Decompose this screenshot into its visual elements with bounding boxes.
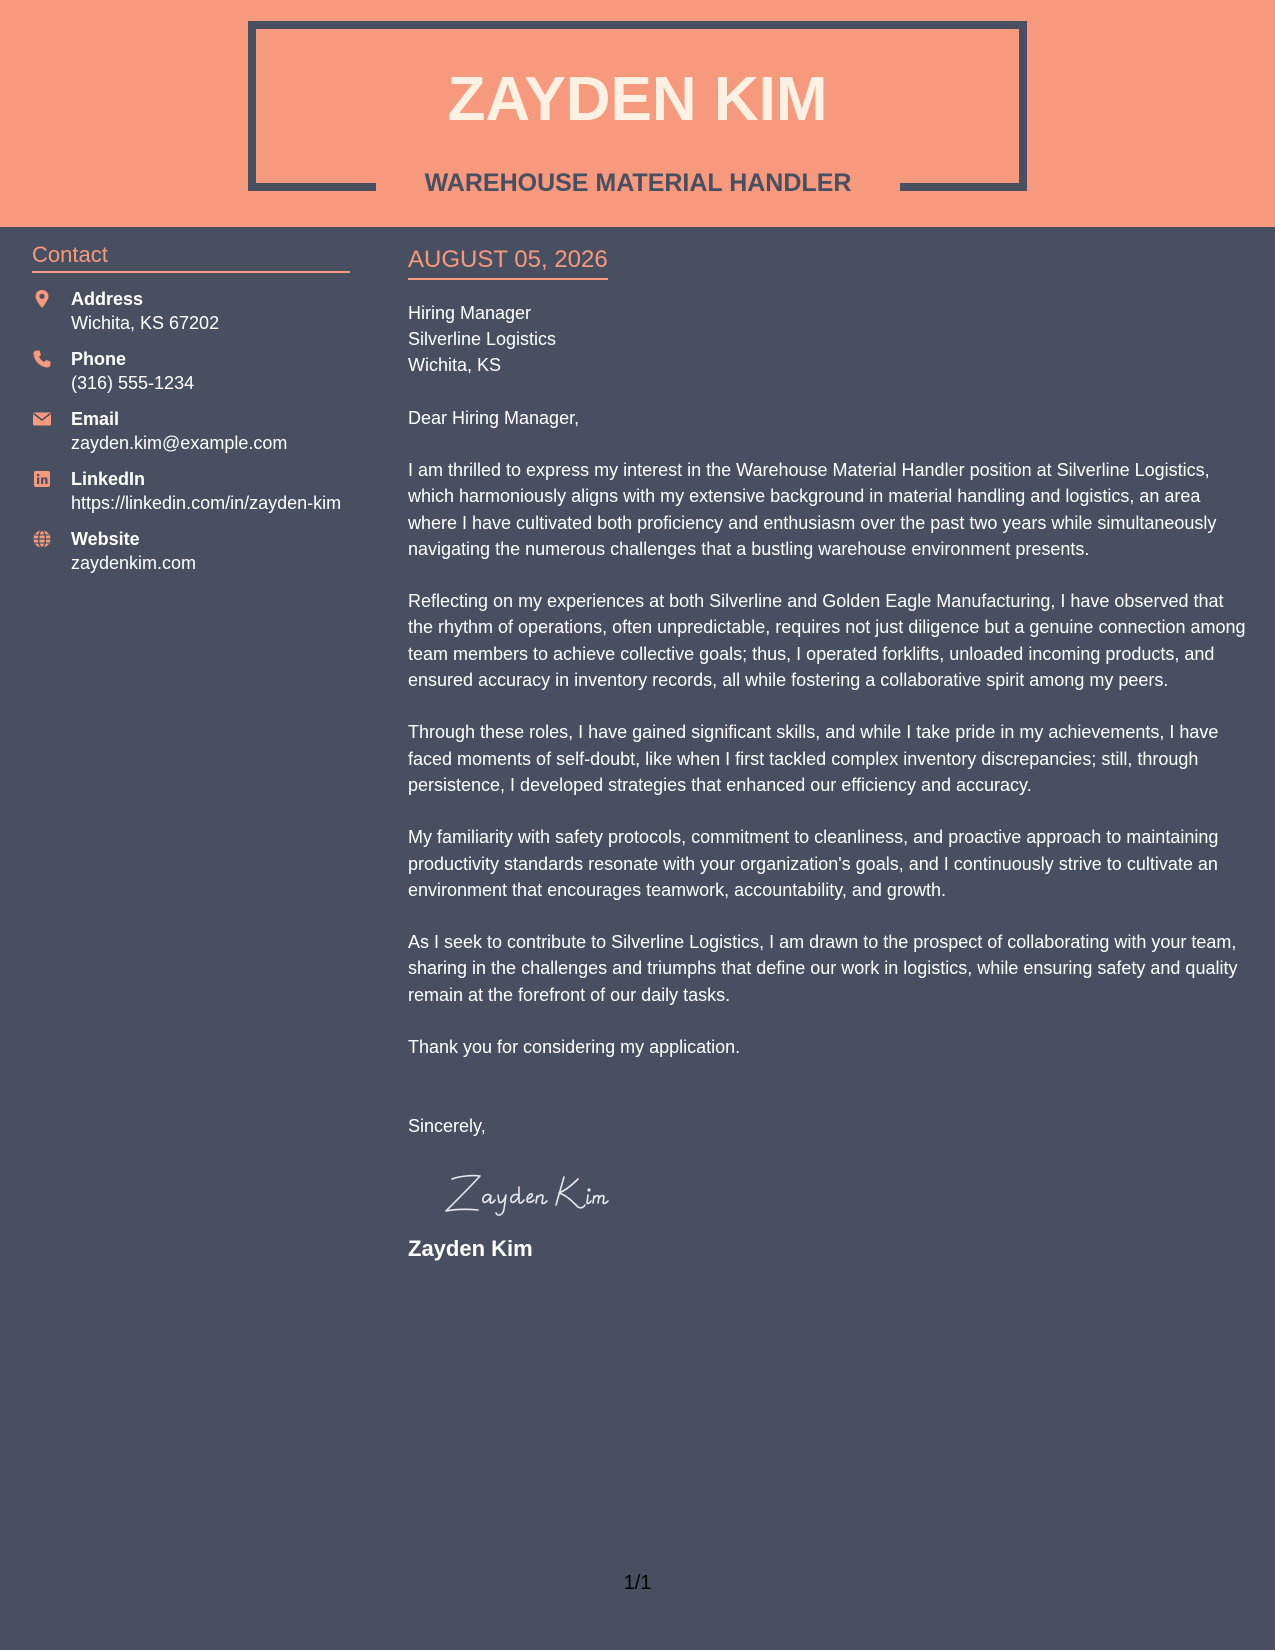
header-frame-bottom-right (900, 183, 1027, 191)
contact-label: Website (71, 529, 140, 549)
handwritten-signature (438, 1165, 1248, 1221)
closing: Sincerely, (408, 1116, 486, 1137)
paragraph: Thank you for considering my application. (408, 1037, 741, 1058)
contact-heading: Contact (32, 240, 350, 273)
contact-label: Phone (71, 349, 127, 369)
paragraph: My familiarity with safety protocols, commitment to cleanliness, and proactive approach to maintaining productivity standards resonate with your organization's goals, and I continuously strive to cultivate an environment that encourages teamwork, accountability, and growth. (408, 827, 1219, 900)
recipient-line: Wichita, KS (408, 355, 502, 375)
contact-item-linkedin (32, 467, 350, 515)
contact-label: Email (71, 409, 120, 429)
linkedin-value[interactable]: https://linkedin.com/in/zayden-kim (71, 493, 342, 513)
contact-label: LinkedIn (71, 469, 146, 489)
paragraph: Reflecting on my experiences at both Silverline and Golden Eagle Manufacturing, I have observed that the rhythm of operations, often unpredictable, requires not just diligence but a genuine connection among team members to achieve collective goals; thus, I operated forklifts, unloaded incoming products, and ensured accuracy in inventory records, all while fostering a collaborative spirit among my peers. (408, 591, 1246, 691)
letter-body (408, 243, 1248, 1264)
contact-item-address (32, 287, 350, 335)
contact-sidebar (32, 240, 350, 575)
candidate-name: ZAYDEN KIM (447, 65, 828, 134)
recipient-line: Silverline Logistics (408, 329, 557, 349)
signature-graphic (438, 1165, 678, 1221)
recipient-block (408, 300, 1248, 378)
contact-item-phone (32, 347, 350, 395)
job-title: WAREHOUSE MATERIAL HANDLER (424, 169, 852, 197)
salutation: Dear Hiring Manager, (408, 408, 580, 428)
recipient-line: Hiring Manager (408, 303, 532, 323)
paragraph: As I seek to contribute to Silverline Logistics, I am drawn to the prospect of collaborating with your team, sharing in the challenges and triumphs that define our work in logistics, while ensuring safety and quality remain at the forefront of our daily tasks. (408, 932, 1238, 1005)
address-value: Wichita, KS 67202 (71, 313, 220, 333)
paragraph: I am thrilled to express my interest in the Warehouse Material Handler position at Silverline Logistics, which harmoniously aligns with my extensive background in material handling and logistics, an area where I have cultivated both proficiency and enthusiasm over the past two years while simultaneously navigating the numerous challenges that a bustling warehouse environment presents. (408, 460, 1217, 559)
contact-item-website (32, 527, 350, 575)
contact-label: Address (71, 289, 144, 309)
phone-value: (316) 555-1234 (71, 373, 195, 393)
email-value[interactable]: zayden.kim@example.com (71, 433, 288, 453)
header-frame-bottom-left (248, 183, 376, 191)
paragraph: Through these roles, I have gained significant skills, and while I take pride in my achievements, I have faced moments of self-doubt, like when I first tackled complex inventory discrepancies; still, through persistence, I developed strategies that enhanced our efficiency and accuracy. (408, 722, 1219, 795)
envelope-icon (32, 409, 52, 429)
signer-name: Zayden Kim (408, 1236, 533, 1262)
location-pin-icon (32, 289, 52, 309)
letter-date: AUGUST 05, 2026 (408, 243, 608, 280)
contact-item-email (32, 407, 350, 455)
phone-icon (32, 349, 52, 369)
globe-icon (32, 529, 52, 549)
linkedin-icon (32, 469, 52, 489)
page-number: 1/1 (623, 1572, 652, 1594)
website-value[interactable]: zaydenkim.com (71, 553, 197, 573)
